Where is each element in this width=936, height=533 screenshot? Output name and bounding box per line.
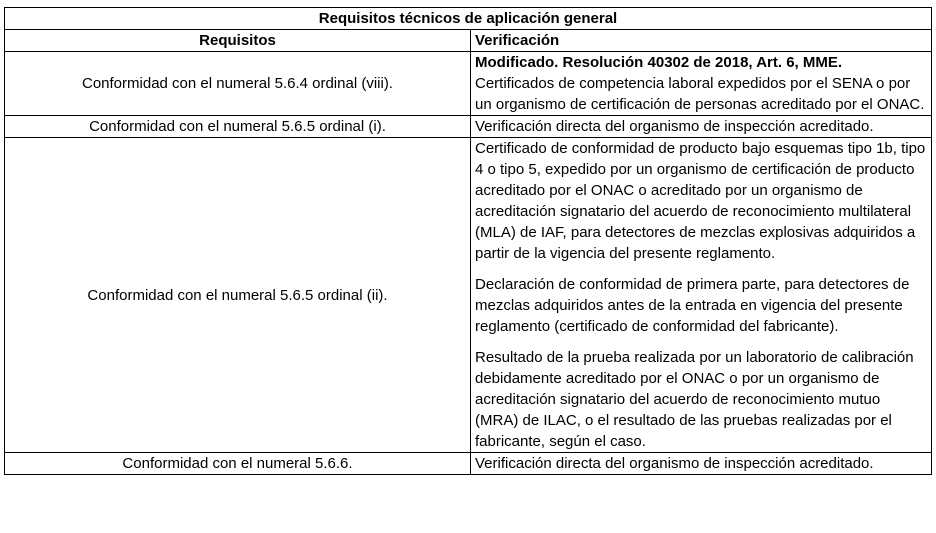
requisito-cell: Conformidad con el numeral 5.6.5 ordinal (ii). xyxy=(5,138,471,453)
table-row xyxy=(5,116,932,138)
verificacion-text: Resultado de la prueba realizada por un laboratorio de calibración debidamente acreditado por el ONAC o por un organismo de acreditación signatario del acuerdo de reconocimiento mutuo (MRA) de ILAC, o el resultado de las pruebas realizadas por el fabricante, según el caso. xyxy=(475,349,914,450)
verificacion-cell xyxy=(471,116,932,138)
requisito-cell: Conformidad con el numeral 5.6.5 ordinal (i). xyxy=(5,116,471,138)
verificacion-cell xyxy=(471,52,932,116)
header-verificacion: Verificación xyxy=(471,30,932,52)
requirements-table xyxy=(4,7,932,475)
verificacion-cell xyxy=(471,453,932,475)
verificacion-text: Certificados de competencia laboral expedidos por el SENA o por un organismo de certificación de personas acreditado por el ONAC. xyxy=(475,75,925,113)
header-requisitos: Requisitos xyxy=(5,30,471,52)
verificacion-cell xyxy=(471,138,932,453)
amendment-note: Modificado. Resolución 40302 de 2018, Art. 6, MME. xyxy=(475,54,843,71)
table-row xyxy=(5,52,932,116)
table-title: Requisitos técnicos de aplicación general xyxy=(5,8,932,30)
requisito-cell: Conformidad con el numeral 5.6.6. xyxy=(5,453,471,475)
verificacion-text: Verificación directa del organismo de inspección acreditado. xyxy=(475,455,874,472)
verificacion-text: Declaración de conformidad de primera parte, para detectores de mezclas adquiridos antes de la entrada en vigencia del presente reglamento (certificado de conformidad del fabricante). xyxy=(475,276,910,335)
requisito-cell: Conformidad con el numeral 5.6.4 ordinal (viii). xyxy=(5,52,471,116)
table-row xyxy=(5,138,932,453)
verificacion-text: Certificado de conformidad de producto bajo esquemas tipo 1b, tipo 4 o tipo 5, expedido por un organismo de certificación de producto acreditado por el ONAC o acreditado por un organismo de acreditación signatario del acuerdo de reconocimiento multilateral (MLA) de IAF, para detectores de mezclas explosivas adquiridos a partir de la vigencia del presente reglamento. xyxy=(475,140,926,262)
table-row xyxy=(5,453,932,475)
verificacion-text: Verificación directa del organismo de inspección acreditado. xyxy=(475,118,874,135)
